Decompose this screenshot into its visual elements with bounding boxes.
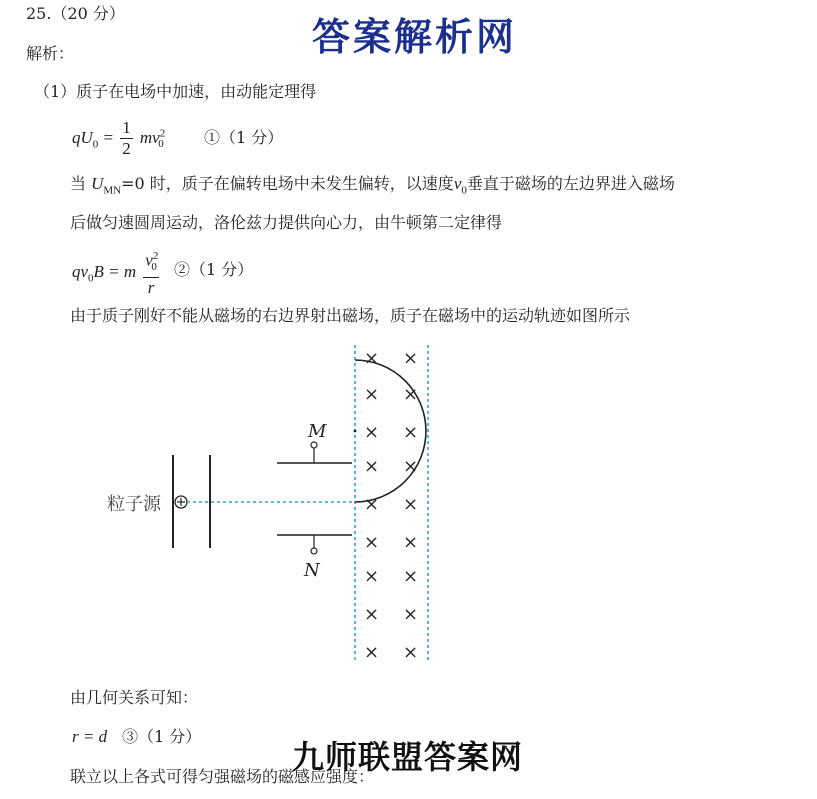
field-cross-mark: × — [403, 456, 419, 477]
field-cross-mark: × — [364, 384, 380, 405]
plate-m-label: M — [308, 421, 327, 442]
paragraph-1: 当 $U_{MN}=0$ 时，质子在偏转电场中未发生偏转，以速度$v_0$垂直于磁场的左边界进入磁场 — [70, 174, 675, 197]
watermark-bottom: 九师联盟答案网 — [292, 738, 524, 776]
equation-3: r = d — [72, 727, 108, 746]
magnetic-field-crosses — [364, 348, 418, 663]
field-cross-mark: × — [403, 604, 419, 625]
geometry-text: 由几何关系可知： — [70, 688, 199, 707]
equation-2-tag: ②（1 分） — [174, 260, 254, 279]
field-cross-mark: × — [403, 494, 419, 515]
plate-n-label: N — [304, 560, 320, 581]
field-cross-mark: × — [403, 532, 419, 553]
final-text: 联立以上各式可得匀强磁场的磁感应强度： — [70, 767, 375, 786]
equation-1-tag: ①（1 分） — [204, 128, 284, 147]
field-cross-mark: × — [403, 422, 419, 443]
field-cross-mark: × — [364, 604, 380, 625]
question-number: 25.（20 分） — [26, 4, 125, 23]
field-cross-mark: × — [403, 566, 419, 587]
equation-3-tag: ③（1 分） — [122, 727, 202, 746]
field-cross-mark: × — [364, 422, 380, 443]
part1-intro: （1）质子在电场中加速，由动能定理得 — [34, 82, 317, 101]
paragraph-2: 后做匀速圆周运动，洛伦兹力提供向心力，由牛顿第二定律得 — [70, 213, 503, 232]
analysis-label: 解析： — [26, 44, 75, 63]
equation-2: $qv_0B = m$ $\frac{v^2_0}{r}$ — [72, 246, 161, 298]
watermark-top: 答案解析网 — [312, 15, 518, 59]
field-cross-mark: × — [364, 348, 380, 369]
paragraph-3: 由于质子刚好不能从磁场的右边界射出磁场，质子在磁场中的运动轨迹如图所示 — [70, 306, 631, 325]
particle-source-label: 粒子源 — [107, 494, 161, 515]
equation-1: $qU_0$ = $\frac{1}{2}$ $mv^2_0$ — [72, 118, 166, 158]
field-cross-mark: × — [364, 566, 380, 587]
field-cross-mark: × — [403, 348, 419, 369]
field-cross-mark: × — [364, 532, 380, 553]
field-cross-mark: × — [364, 494, 380, 515]
field-cross-mark: × — [403, 384, 419, 405]
field-cross-mark: × — [364, 642, 380, 663]
field-cross-mark: × — [364, 456, 380, 477]
field-cross-mark: × — [403, 642, 419, 663]
